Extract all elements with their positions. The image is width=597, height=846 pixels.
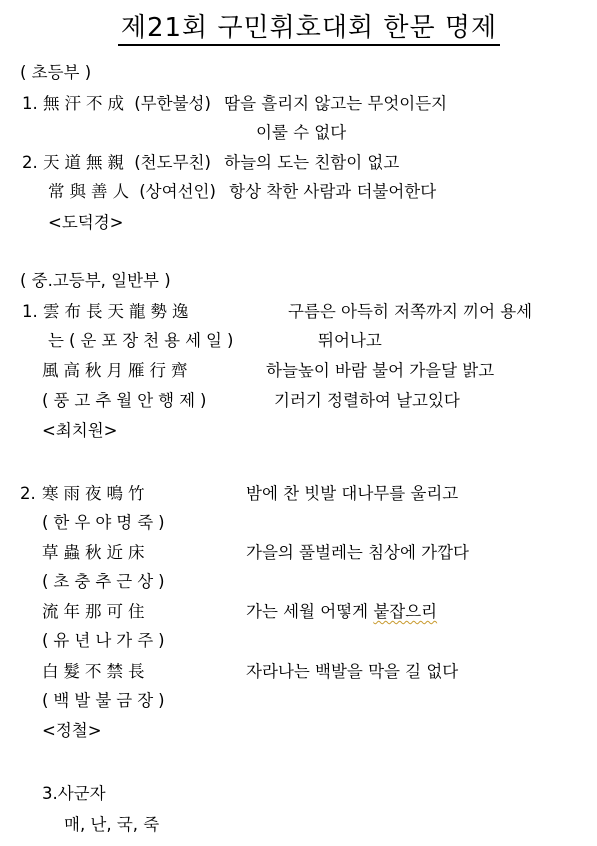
item-number: 2.: [20, 484, 36, 503]
hanja-phrase: 寒雨夜鳴竹: [42, 484, 150, 503]
hanja-reading: (백발불금장): [42, 691, 170, 710]
hanja-phrase: 白髮不禁長: [42, 662, 150, 681]
source-citation: <최치원>: [42, 421, 118, 440]
hanja-reading: (초충추근상): [42, 572, 170, 591]
meaning-text: 기러기 정렬하여 날고있다: [274, 391, 460, 410]
hanja-phrase: 風高秋月雁行齊: [42, 361, 193, 380]
item-number: 1.: [22, 94, 38, 113]
hanja-reading: (천도무친): [134, 153, 211, 172]
section-header-general: ( 중.고등부, 일반부 ): [20, 271, 171, 290]
meaning-text-continued: 뛰어나고: [318, 331, 382, 350]
item-number: 1.: [22, 302, 38, 321]
elem-item2-line2: [48, 182, 436, 202]
spellcheck-marked-word: 붙잡으리: [373, 602, 438, 621]
source-citation: <도덕경>: [48, 213, 124, 232]
item3-list: 매, 난, 국, 죽: [64, 815, 160, 834]
hanja-phrase: 天道無親: [43, 153, 129, 172]
hanja-reading: (무한불성): [134, 94, 211, 113]
source-citation: <정철>: [42, 721, 102, 740]
hanja-reading: (한우야명죽): [42, 513, 170, 532]
hanja-reading: 는(운포장천용세일): [48, 331, 239, 350]
meaning-text: 구름은 아득히 저쪽까지 끼어 용세: [288, 302, 533, 321]
hanja-phrase: 常與善人: [48, 182, 134, 201]
meaning-text: 하늘의 도는 친함이 없고: [224, 153, 400, 172]
section-header-elementary: ( 초등부 ): [20, 63, 92, 82]
hanja-reading: (상여선인): [139, 182, 216, 201]
hanja-phrase: 無汗不成: [43, 94, 129, 113]
meaning-text: [246, 602, 437, 622]
meaning-text: 가을의 풀벌레는 침상에 가깝다: [246, 543, 469, 562]
hanja-reading: (풍고추월안행제): [42, 391, 212, 410]
meaning-text: 항상 착한 사람과 더불어한다: [229, 182, 437, 201]
mid-item1-line1: [22, 302, 194, 322]
item-number: 2.: [22, 153, 38, 172]
elem-item2-line1: [22, 153, 399, 173]
page-title: 제21회 구민휘호대회 한문 명제: [118, 12, 500, 46]
hanja-phrase: 雲布長天龍勢逸: [43, 302, 194, 321]
elem-item1-line1: [22, 94, 447, 114]
meaning-text: 자라나는 백발을 막을 길 없다: [246, 662, 459, 681]
item3-label: 3.사군자: [42, 784, 106, 803]
meaning-text: 밤에 찬 빗발 대나무를 울리고: [246, 484, 459, 503]
meaning-text: 하늘높이 바람 불어 가을달 밝고: [266, 361, 495, 380]
hanja-phrase: 流年那可住: [42, 602, 150, 621]
meaning-text: 땀을 흘리지 않고는 무엇이든지: [224, 94, 448, 113]
meaning-text-continued: 이룰 수 없다: [256, 123, 347, 142]
hanja-reading: (유년나가주): [42, 631, 170, 650]
hanja-phrase: 草蟲秋近床: [42, 543, 150, 562]
meaning-text-part: 가는 세월 어떻게: [246, 602, 374, 621]
